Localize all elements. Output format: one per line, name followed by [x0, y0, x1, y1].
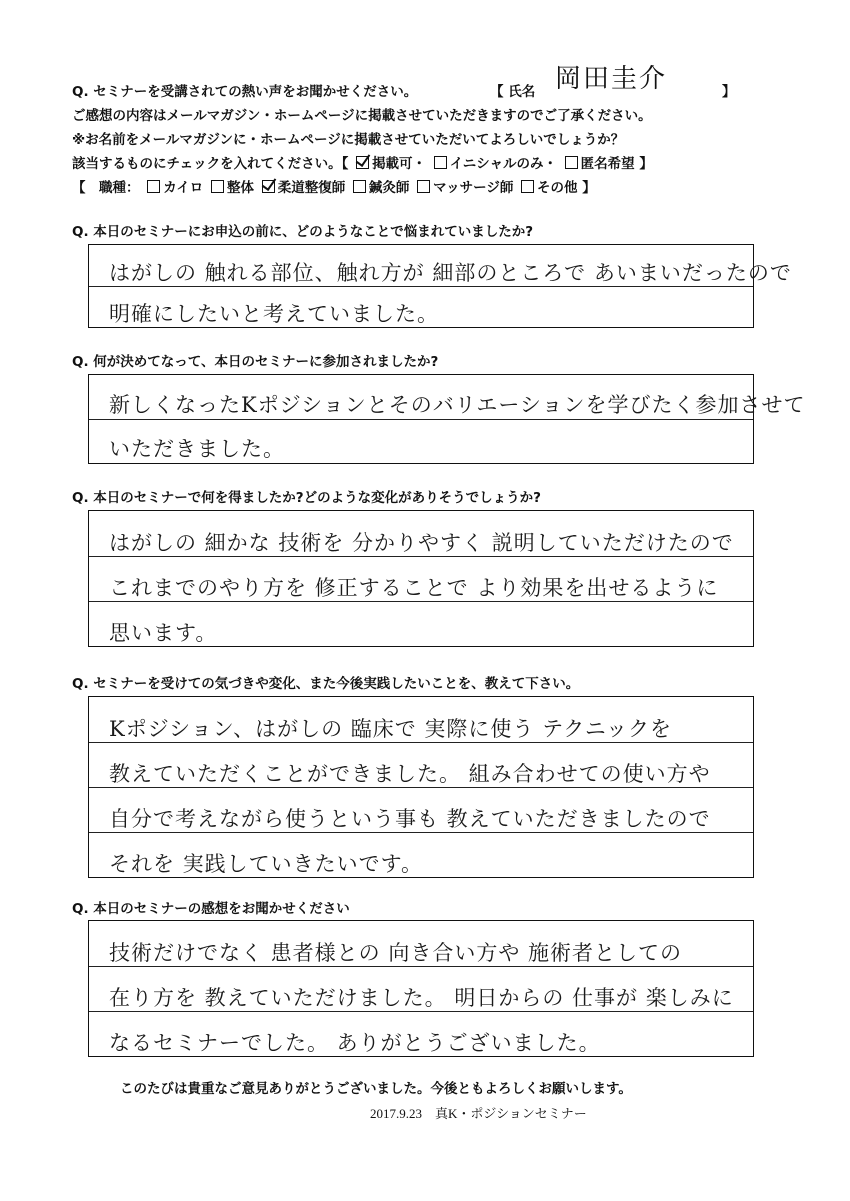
- answer-box-1: [88, 244, 792, 328]
- publish-note: ご感想の内容はメールマガジン・ホームページに掲載させていただきますのでご了承ください。: [72, 108, 652, 124]
- question-1: Q. 本日のセミナーにお申込の前に、どのようなことで悩まれていましたか?: [72, 224, 534, 240]
- answer-box-4: [88, 696, 754, 878]
- publish-ok-label: 掲載可・: [372, 156, 427, 172]
- job-massage-checkbox[interactable]: [417, 180, 430, 193]
- answer-box-5: [88, 920, 754, 1057]
- answer-4-line-2: 教えていただくことができました。 組み合わせての使い方や: [109, 762, 711, 786]
- answer-2-line-1: 新しくなったKポジションとそのバリエーションを学びたく参加させて: [109, 393, 806, 417]
- question-3: Q. 本日のセミナーで何を得ましたか?どのような変化がありそうでしょうか?: [72, 490, 541, 506]
- job-seitai-label: 整体: [227, 180, 255, 196]
- question-5: Q. 本日のセミナーの感想をお聞かせください: [72, 901, 350, 917]
- job-other-label: その他: [537, 180, 578, 196]
- job-judo-label: 柔道整復師: [277, 180, 346, 196]
- answer-5-line-3: なるセミナーでした。 ありがとうございました。: [109, 1031, 601, 1055]
- check-prompt: 該当するものにチェックを入れてください。【: [72, 156, 349, 172]
- question-4: Q. セミナーを受けての気づきや変化、また今後実践したいことを、教えて下さい。: [72, 676, 580, 692]
- answer-4-line-1: Kポジション、はがしの 臨床で 実際に使う テクニックを: [109, 717, 672, 741]
- job-other-checkbox[interactable]: [521, 180, 534, 193]
- footer-thanks: このたびは貴重なご意見ありがとうございました。今後ともよろしくお願いします。: [120, 1081, 632, 1097]
- initials-only-label: イニシャルのみ・: [449, 156, 557, 172]
- answer-box-2: [88, 374, 806, 464]
- publish-options-row: [72, 152, 653, 172]
- answer-5-line-1: 技術だけでなく 患者様との 向き合い方や 施術者としての: [109, 941, 683, 965]
- name-close-bracket: 】: [722, 84, 736, 100]
- answer-3-line-3: 思います。: [109, 621, 218, 645]
- initials-only-checkbox[interactable]: [434, 156, 447, 169]
- answer-1-line-2: 明確にしたいと考えていました。: [109, 302, 439, 326]
- answer-4-line-3: 自分で考えながら使うという事も 教えていただきましたので: [109, 807, 711, 831]
- footer-event: 2017.9.23 真K・ポジションセミナー: [370, 1106, 587, 1121]
- job-close: 】: [582, 180, 596, 196]
- name-publish-question: ※お名前をメールマガジンに・ホームページに掲載させていただいてよろしいでしょうか？: [72, 132, 625, 148]
- answer-3-line-1: はがしの 細かな 技術を 分かりやすく 説明していただけたので: [109, 531, 734, 555]
- publish-ok-checkbox[interactable]: [356, 156, 369, 169]
- answer-3-line-2: これまでのやり方を 修正することで より効果を出せるように: [109, 576, 719, 600]
- answer-2-line-2: いただきました。: [109, 437, 285, 461]
- answer-4-line-4: それを 実践していきたいです。: [109, 852, 423, 876]
- answer-1-line-1: はがしの 触れる部位、触れ方が 細部のところで あいまいだったので: [109, 261, 792, 285]
- publish-close: 】: [639, 156, 653, 172]
- job-acupuncture-label: 鍼灸師: [368, 180, 410, 196]
- answer-box-3: [88, 510, 754, 647]
- job-judo-checkbox[interactable]: [262, 180, 275, 193]
- name-value: 岡田圭介: [555, 64, 668, 94]
- question-2: Q. 何が決めてなって、本日のセミナーに参加されましたか?: [72, 354, 439, 370]
- job-chiro-checkbox[interactable]: [147, 180, 160, 193]
- anonymous-label: 匿名希望: [580, 156, 635, 172]
- job-seitai-checkbox[interactable]: [211, 180, 224, 193]
- job-acupuncture-checkbox[interactable]: [353, 180, 366, 193]
- job-massage-label: マッサージ師: [433, 180, 514, 196]
- job-row: [72, 176, 596, 196]
- anonymous-checkbox[interactable]: [565, 156, 578, 169]
- name-label: 【 氏名: [490, 84, 536, 100]
- job-label: 【 職種：: [72, 180, 140, 196]
- answer-5-line-2: 在り方を 教えていただけました。 明日からの 仕事が 楽しみに: [109, 986, 734, 1010]
- voice-question: Q. セミナーを受講されての熱い声をお聞かせください。: [72, 84, 418, 100]
- job-chiro-label: カイロ: [163, 180, 204, 196]
